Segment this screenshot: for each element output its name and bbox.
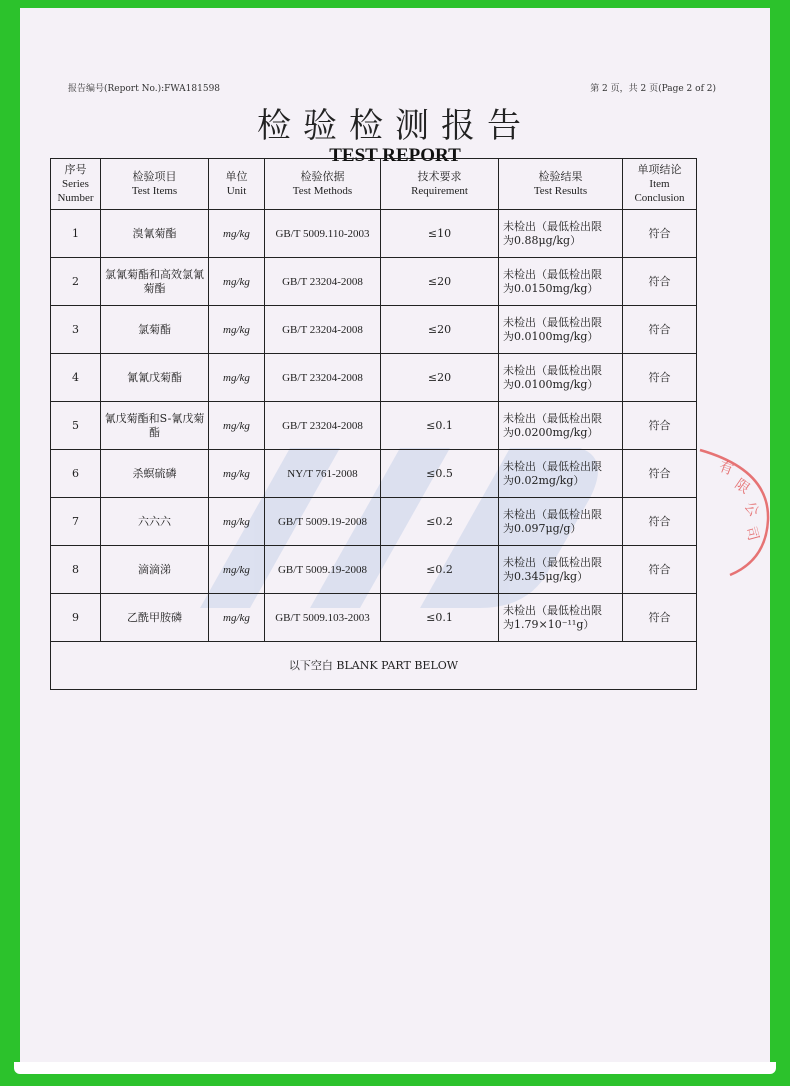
requirement: ≤0.1 (381, 402, 499, 450)
test-item: 滴滴涕 (101, 546, 209, 594)
requirement: ≤10 (381, 210, 499, 258)
row-number: 6 (51, 450, 101, 498)
test-result: 未检出（最低检出限 为0.0100mg/kg） (499, 306, 623, 354)
col-header-series: 序号 Series Number (51, 159, 101, 210)
title-chinese: 检验检测报告 (257, 106, 533, 146)
col-header-results: 检验结果 Test Results (499, 159, 623, 210)
table-row (51, 210, 697, 258)
table-row (51, 498, 697, 546)
page-indicator: 第 2 页，共 2 页(Page 2 of 2) (590, 84, 716, 94)
col-header-unit: 单位 Unit (209, 159, 265, 210)
table-row (51, 306, 697, 354)
test-item: 杀螟硫磷 (101, 450, 209, 498)
test-item: 氰戊菊酯和S-氰戊菊酯 (101, 402, 209, 450)
requirement: ≤0.2 (381, 498, 499, 546)
requirement: ≤0.5 (381, 450, 499, 498)
unit: mg/kg (209, 498, 265, 546)
test-method: GB/T 23204-2008 (265, 258, 381, 306)
test-result: 未检出（最低检出限 为0.0100mg/kg） (499, 354, 623, 402)
conclusion: 符合 (623, 498, 697, 546)
test-method: GB/T 5009.103-2003 (265, 594, 381, 642)
col-header-items: 检验项目 Test Items (101, 159, 209, 210)
unit: mg/kg (209, 594, 265, 642)
unit: mg/kg (209, 210, 265, 258)
test-item: 氯菊酯 (101, 306, 209, 354)
test-result: 未检出（最低检出限 为0.097μg/g） (499, 498, 623, 546)
test-item: 六六六 (101, 498, 209, 546)
table-header-row (51, 159, 697, 210)
row-number: 7 (51, 498, 101, 546)
svg-text:司: 司 (742, 524, 762, 543)
svg-text:限: 限 (731, 476, 753, 498)
col-header-requirement: 技术要求 Requirement (381, 159, 499, 210)
table-row (51, 546, 697, 594)
unit: mg/kg (209, 306, 265, 354)
test-method: GB/T 5009.19-2008 (265, 546, 381, 594)
unit: mg/kg (209, 402, 265, 450)
conclusion: 符合 (623, 450, 697, 498)
test-item: 氯氰菊酯和高效氯氰菊酯 (101, 258, 209, 306)
row-number: 4 (51, 354, 101, 402)
test-result: 未检出（最低检出限 为0.88μg/kg） (499, 210, 623, 258)
test-item: 溴氰菊酯 (101, 210, 209, 258)
test-item: 氰氰戊菊酯 (101, 354, 209, 402)
test-result: 未检出（最低检出限 为0.0150mg/kg） (499, 258, 623, 306)
row-number: 9 (51, 594, 101, 642)
test-result: 未检出（最低检出限 为0.345μg/kg） (499, 546, 623, 594)
title-english: TEST REPORT (329, 145, 461, 166)
row-number: 3 (51, 306, 101, 354)
table-row (51, 402, 697, 450)
blank-part-note: 以下空白 BLANK PART BELOW (51, 642, 697, 690)
unit: mg/kg (209, 450, 265, 498)
unit: mg/kg (209, 258, 265, 306)
conclusion: 符合 (623, 210, 697, 258)
col-header-conclusion: 单项结论 Item Conclusion (623, 159, 697, 210)
test-method: GB/T 5009.19-2008 (265, 498, 381, 546)
conclusion: 符合 (623, 306, 697, 354)
row-number: 5 (51, 402, 101, 450)
company-seal-stamp (690, 440, 780, 580)
test-method: GB/T 5009.110-2003 (265, 210, 381, 258)
requirement: ≤20 (381, 306, 499, 354)
conclusion: 符合 (623, 594, 697, 642)
row-number: 2 (51, 258, 101, 306)
test-method: GB/T 23204-2008 (265, 354, 381, 402)
test-result: 未检出（最低检出限 为0.02mg/kg） (499, 450, 623, 498)
svg-text:有: 有 (716, 458, 736, 479)
blank-row (51, 642, 697, 690)
conclusion: 符合 (623, 258, 697, 306)
unit: mg/kg (209, 354, 265, 402)
requirement: ≤0.2 (381, 546, 499, 594)
report-number: 报告编号(Report No.):FWA181598 (68, 84, 221, 94)
test-method: GB/T 23204-2008 (265, 306, 381, 354)
test-result: 未检出（最低检出限 为1.79×10⁻¹¹g） (499, 594, 623, 642)
test-results-table (50, 158, 697, 690)
table-row (51, 594, 697, 642)
requirement: ≤20 (381, 354, 499, 402)
test-method: NY/T 761-2008 (265, 450, 381, 498)
table-row (51, 450, 697, 498)
table-row (51, 258, 697, 306)
row-number: 1 (51, 210, 101, 258)
conclusion: 符合 (623, 354, 697, 402)
test-result: 未检出（最低检出限 为0.0200mg/kg） (499, 402, 623, 450)
requirement: ≤0.1 (381, 594, 499, 642)
test-method: GB/T 23204-2008 (265, 402, 381, 450)
conclusion: 符合 (623, 546, 697, 594)
requirement: ≤20 (381, 258, 499, 306)
conclusion: 符合 (623, 402, 697, 450)
row-number: 8 (51, 546, 101, 594)
paper-bottom-edge (14, 1062, 776, 1074)
unit: mg/kg (209, 546, 265, 594)
svg-text:公: 公 (740, 499, 762, 520)
col-header-methods: 检验依据 Test Methods (265, 159, 381, 210)
table-row (51, 354, 697, 402)
test-item: 乙酰甲胺磷 (101, 594, 209, 642)
